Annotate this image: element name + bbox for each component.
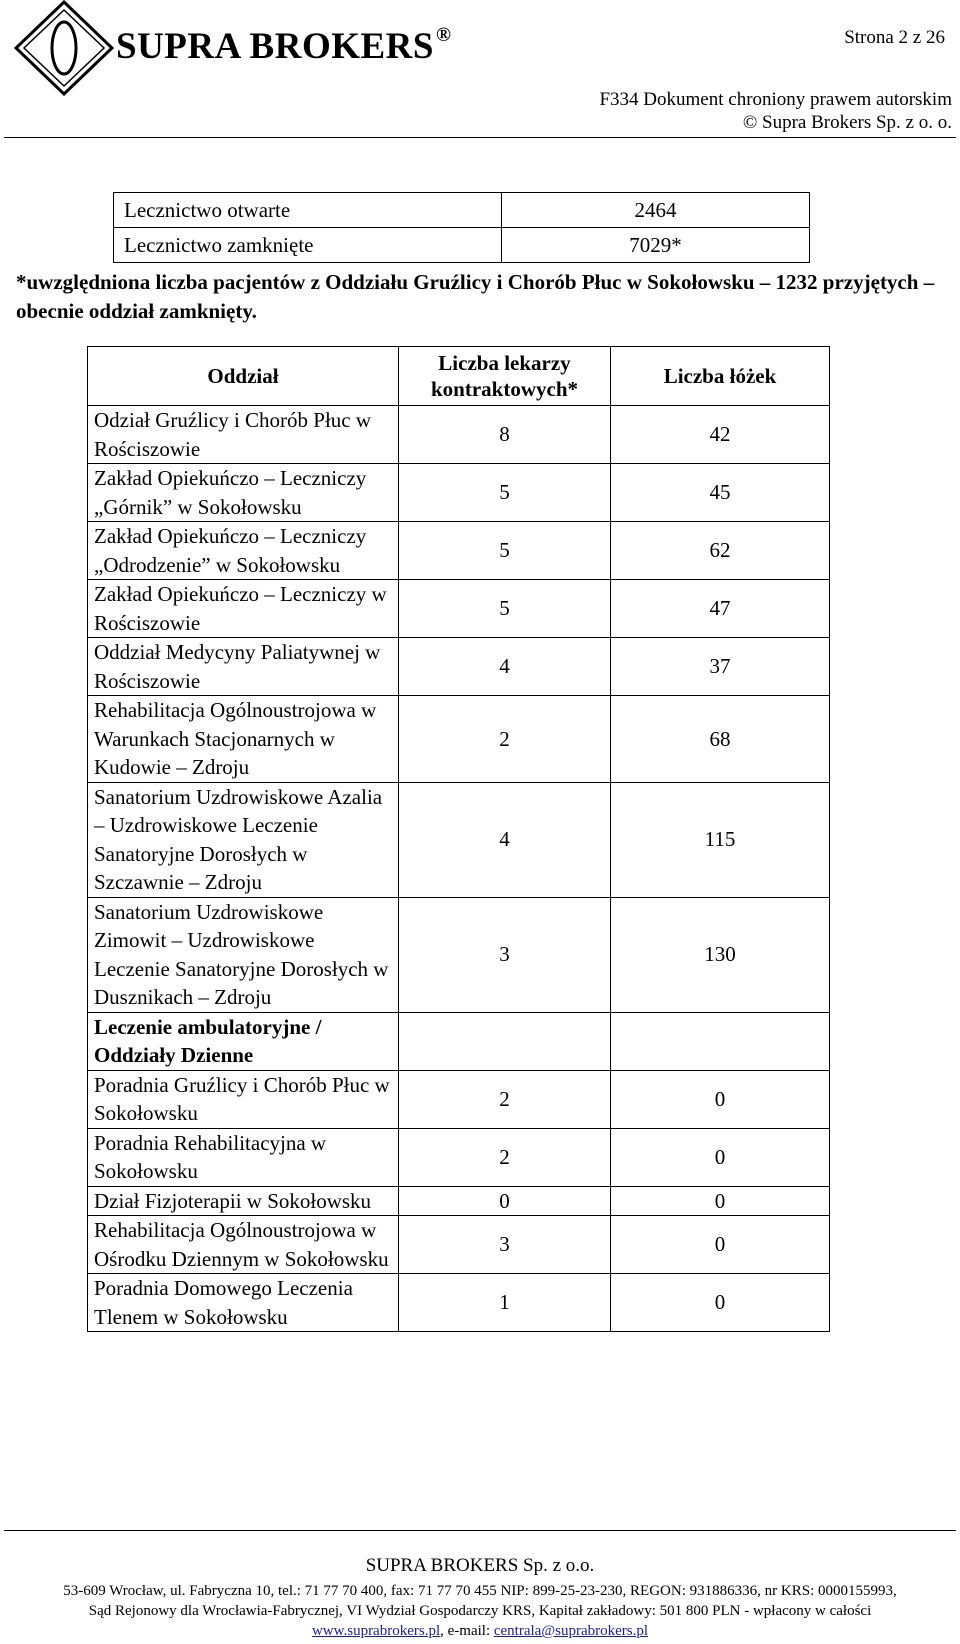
beds-count: 0	[611, 1186, 830, 1216]
beds-count: 45	[611, 464, 830, 522]
doctors-count: 0	[399, 1186, 611, 1216]
department-name: Sanatorium Uzdrowiskowe Zimowit – Uzdrowiskowe Leczenie Sanatoryjne Dorosłych w Dusznikach – Zdroju	[88, 897, 399, 1012]
footer-contact	[0, 1623, 960, 1640]
table-row	[88, 1070, 830, 1128]
beds-count: 0	[611, 1128, 830, 1186]
department-name: Oddział Medycyny Paliatywnej w Rościszowie	[88, 638, 399, 696]
beds-count: 115	[611, 782, 830, 897]
department-name: Zakład Opiekuńczo – Leczniczy w Rościszowie	[88, 580, 399, 638]
table-row	[88, 1186, 830, 1216]
department-name: Zakład Opiekuńczo – Leczniczy „Odrodzenie” w Sokołowsku	[88, 522, 399, 580]
departments-table	[87, 346, 830, 1332]
doctors-count: 5	[399, 464, 611, 522]
footnote-remark: *uwzględniona liczba pacjentów z Oddziału Gruźlicy i Chorób Płuc w Sokołowsku – 1232 przyjętych – obecnie oddział zamknięty.	[16, 270, 935, 323]
department-name: Sanatorium Uzdrowiskowe Azalia – Uzdrowiskowe Leczenie Sanatoryjne Dorosłych w Szczawnie – Zdroju	[88, 782, 399, 897]
email-link[interactable]: centrala@suprabrokers.pl	[493, 1623, 649, 1639]
table-row	[88, 638, 830, 696]
summary-value: 7029*	[502, 228, 810, 263]
department-name: Poradnia Gruźlicy i Chorób Płuc w Sokołowsku	[88, 1070, 399, 1128]
column-header-beds: Liczba łóżek	[611, 347, 830, 406]
beds-count: 47	[611, 580, 830, 638]
doctors-count: 5	[399, 580, 611, 638]
beds-count: 0	[611, 1216, 830, 1274]
beds-count: 42	[611, 406, 830, 464]
table-row	[88, 464, 830, 522]
department-name: Dział Fizjoterapii w Sokołowsku	[88, 1186, 399, 1216]
department-name: Zakład Opiekuńczo – Leczniczy „Górnik” w Sokołowsku	[88, 464, 399, 522]
beds-count: 0	[611, 1274, 830, 1332]
table-row	[88, 580, 830, 638]
table-header-row	[88, 347, 830, 406]
summary-table	[113, 192, 810, 263]
brand-name: SUPRA BROKERS ®	[116, 23, 452, 67]
table-row	[88, 1216, 830, 1274]
doctors-count: 5	[399, 522, 611, 580]
summary-value: 2464	[502, 193, 810, 228]
department-name: Rehabilitacja Ogólnoustrojowa w Ośrodku Dziennym w Sokołowsku	[88, 1216, 399, 1274]
footer-address: 53-609 Wrocław, ul. Fabryczna 10, tel.: 71 77 70 400, fax: 71 77 70 455 NIP: 899-25-23-230, REGON: 931886336, nr KRS: 0000155993,	[63, 1583, 897, 1599]
supra-brokers-logo-icon	[14, 0, 114, 96]
beds-count: 130	[611, 897, 830, 1012]
table-row	[114, 228, 810, 263]
copyright-notice: © Supra Brokers Sp. z o. o.	[742, 112, 952, 133]
beds-count: 0	[611, 1070, 830, 1128]
doctors-count: 1	[399, 1274, 611, 1332]
table-row	[88, 1128, 830, 1186]
doctors-count: 8	[399, 406, 611, 464]
section-heading-ambulatory: Leczenie ambulatoryjne / Oddziały Dzienne	[88, 1012, 399, 1070]
table-row	[88, 406, 830, 464]
footer-divider	[4, 1530, 956, 1531]
doctors-count: 4	[399, 638, 611, 696]
beds-count: 37	[611, 638, 830, 696]
page-header	[0, 0, 960, 133]
beds-count: 68	[611, 696, 830, 783]
department-name: Poradnia Rehabilitacyjna w Sokołowsku	[88, 1128, 399, 1186]
doctors-count: 2	[399, 696, 611, 783]
document-protection-notice: F334 Dokument chroniony prawem autorskim	[599, 89, 952, 110]
summary-label: Lecznictwo zamknięte	[114, 228, 502, 263]
header-divider	[4, 137, 956, 138]
department-name: Rehabilitacja Ogólnoustrojowa w Warunkach Stacjonarnych w Kudowie – Zdroju	[88, 696, 399, 783]
website-link[interactable]: www.suprabrokers.pl	[311, 1623, 441, 1639]
doctors-count: 2	[399, 1070, 611, 1128]
table-row	[114, 193, 810, 228]
doctors-count: 2	[399, 1128, 611, 1186]
email-label: , e-mail:	[440, 1623, 494, 1639]
table-row	[88, 696, 830, 783]
footer-court-info: Sąd Rejonowy dla Wrocławia-Fabrycznej, VI Wydział Gospodarczy KRS, Kapitał zakładowy: 501 800 PLN - wpłacony w całości	[88, 1603, 872, 1619]
doctors-count	[399, 1012, 611, 1070]
column-header-department: Oddział	[88, 347, 399, 406]
table-row	[88, 782, 830, 897]
beds-count	[611, 1012, 830, 1070]
summary-label: Lecznictwo otwarte	[114, 193, 502, 228]
footer-company-name: SUPRA BROKERS Sp. z o.o.	[365, 1555, 595, 1576]
doctors-count: 4	[399, 782, 611, 897]
page-number: Strona 2 z 26	[844, 27, 945, 48]
doctors-count: 3	[399, 1216, 611, 1274]
doctors-count: 3	[399, 897, 611, 1012]
table-row	[88, 1012, 830, 1070]
column-header-doctors: Liczba lekarzy kontraktowych*	[399, 347, 611, 406]
department-name: Odział Gruźlicy i Chorób Płuc w Rościszowie	[88, 406, 399, 464]
table-row	[88, 1274, 830, 1332]
department-name: Poradnia Domowego Leczenia Tlenem w Sokołowsku	[88, 1274, 399, 1332]
table-row	[88, 522, 830, 580]
table-row	[88, 897, 830, 1012]
beds-count: 62	[611, 522, 830, 580]
